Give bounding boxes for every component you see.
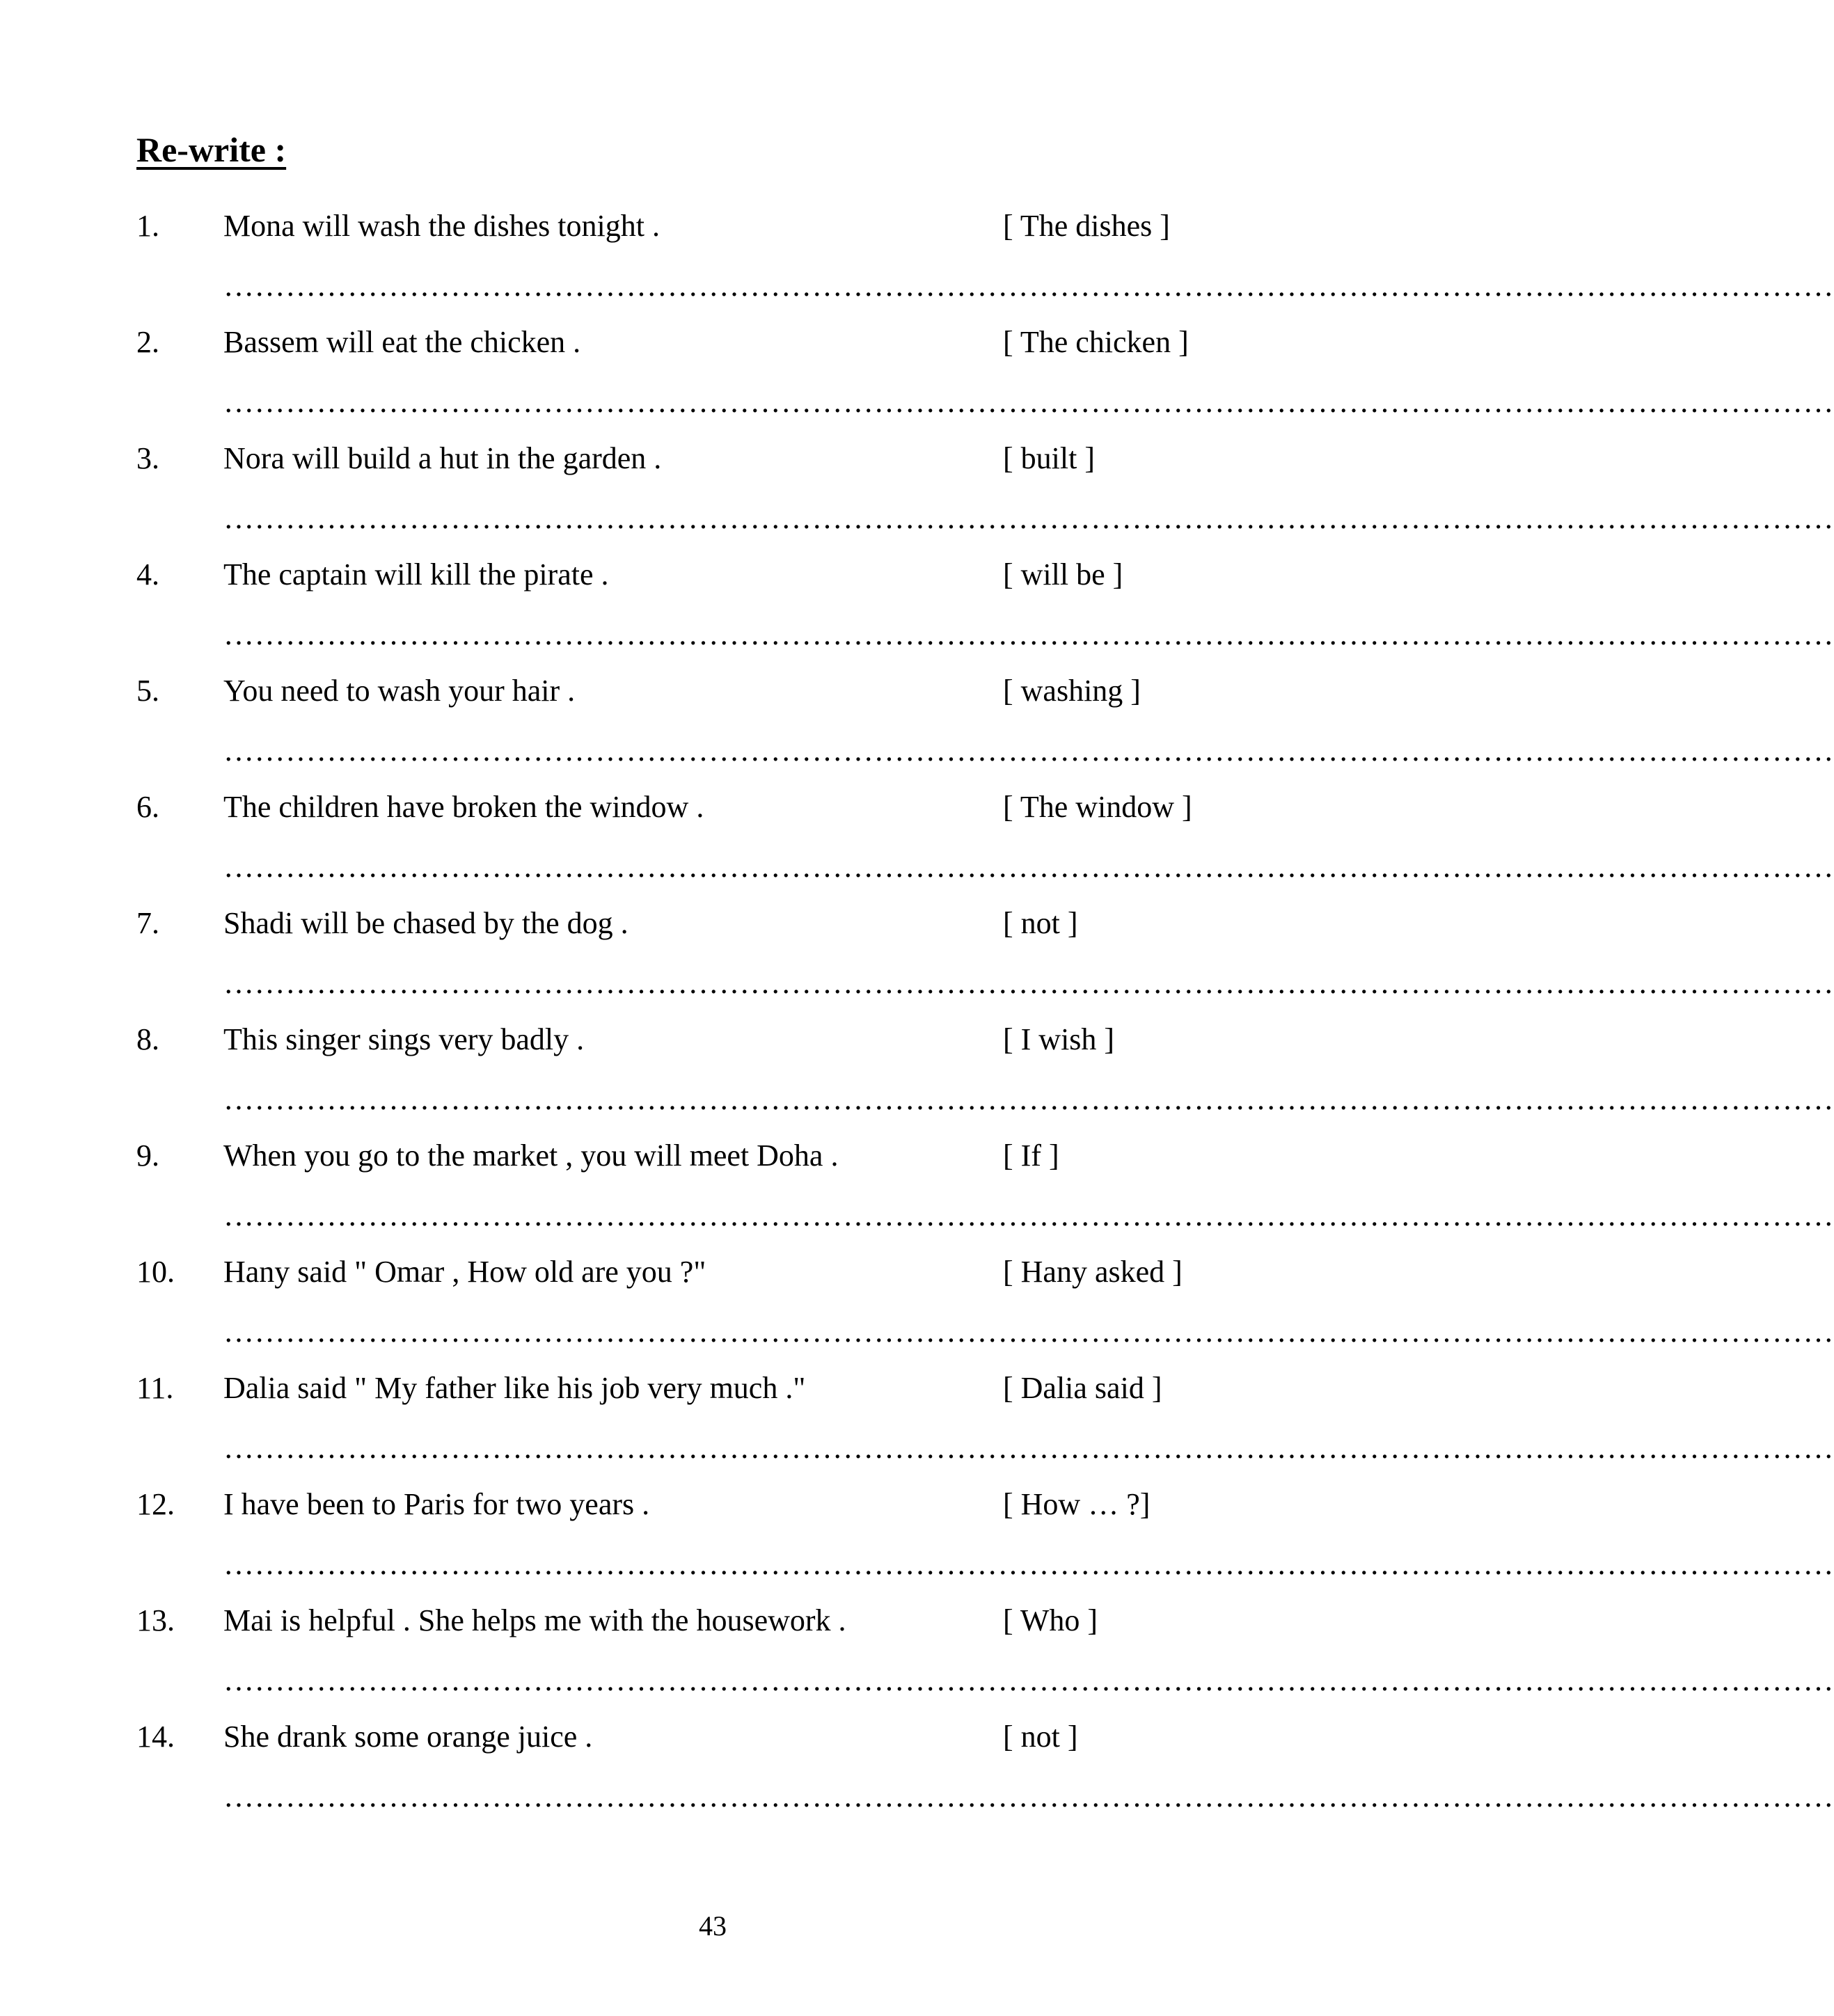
exercise-item <box>0 325 1834 443</box>
item-number: 13. <box>136 1603 175 1637</box>
exercise-item <box>0 906 1834 1024</box>
exercise-item <box>0 1487 1834 1605</box>
answer-line: ………………………………………………………………………………………………………………………………………… <box>223 501 1834 535</box>
page-number: 43 <box>699 1910 727 1942</box>
item-sentence: She drank some orange juice . <box>223 1720 593 1754</box>
item-sentence: Bassem will eat the chicken . <box>223 325 581 359</box>
item-number: 1. <box>136 209 159 243</box>
item-cue: [ not ] <box>1003 1720 1078 1754</box>
exercise-item <box>0 1371 1834 1489</box>
item-sentence: Hany said " Omar , How old are you ?" <box>223 1255 706 1289</box>
item-number: 10. <box>136 1255 175 1289</box>
exercise-item <box>0 1720 1834 1838</box>
answer-line: ………………………………………………………………………………………………………………………………………… <box>223 1547 1834 1581</box>
item-cue: [ will be ] <box>1003 557 1123 592</box>
item-number: 12. <box>136 1487 175 1521</box>
answer-line: ………………………………………………………………………………………………………………………………………… <box>223 1198 1834 1232</box>
answer-line: ………………………………………………………………………………………………………………………………………… <box>223 1315 1834 1349</box>
answer-line: ………………………………………………………………………………………………………………………………………… <box>223 617 1834 651</box>
item-sentence: Mai is helpful . She helps me with the housework . <box>223 1603 846 1637</box>
item-sentence: The captain will kill the pirate . <box>223 557 609 592</box>
item-sentence: You need to wash your hair . <box>223 674 576 708</box>
answer-line: ………………………………………………………………………………………………………………………………………… <box>223 1779 1834 1813</box>
item-cue: [ The chicken ] <box>1003 325 1189 359</box>
answer-line: ………………………………………………………………………………………………………………………………………… <box>223 385 1834 419</box>
item-sentence: Nora will build a hut in the garden . <box>223 441 662 475</box>
exercise-item <box>0 209 1834 327</box>
item-cue: [ Dalia said ] <box>1003 1371 1162 1405</box>
exercise-item <box>0 557 1834 676</box>
item-cue: [ Who ] <box>1003 1603 1098 1637</box>
item-cue: [ not ] <box>1003 906 1078 940</box>
item-number: 5. <box>136 674 159 708</box>
item-cue: [ If ] <box>1003 1138 1059 1173</box>
item-number: 4. <box>136 557 159 592</box>
answer-line: ………………………………………………………………………………………………………………………………………… <box>223 1431 1834 1465</box>
item-number: 8. <box>136 1022 159 1056</box>
item-sentence: The children have broken the window . <box>223 790 704 824</box>
item-cue: [ I wish ] <box>1003 1022 1115 1056</box>
item-sentence: This singer sings very badly . <box>223 1022 585 1056</box>
answer-line: ………………………………………………………………………………………………………………………………………… <box>223 269 1834 303</box>
item-sentence: Dalia said " My father like his job very much ." <box>223 1371 806 1405</box>
item-number: 11. <box>136 1371 174 1405</box>
item-cue: [ How … ?] <box>1003 1487 1151 1521</box>
item-number: 7. <box>136 906 159 940</box>
item-number: 6. <box>136 790 159 824</box>
exercise-item <box>0 441 1834 559</box>
item-cue: [ The dishes ] <box>1003 209 1170 243</box>
exercise-item <box>0 1255 1834 1373</box>
item-cue: [ The window ] <box>1003 790 1192 824</box>
item-cue: [ Hany asked ] <box>1003 1255 1183 1289</box>
answer-line: ………………………………………………………………………………………………………………………………………… <box>223 966 1834 1000</box>
item-sentence: Shadi will be chased by the dog . <box>223 906 629 940</box>
item-cue: [ washing ] <box>1003 674 1141 708</box>
exercise-item <box>0 1603 1834 1722</box>
exercise-item <box>0 1138 1834 1257</box>
item-number: 9. <box>136 1138 159 1173</box>
answer-line: ………………………………………………………………………………………………………………………………………… <box>223 850 1834 884</box>
item-number: 2. <box>136 325 159 359</box>
answer-line: ………………………………………………………………………………………………………………………………………… <box>223 1663 1834 1697</box>
exercise-heading: Re-write : <box>136 130 287 169</box>
item-sentence: Mona will wash the dishes tonight . <box>223 209 660 243</box>
item-cue: [ built ] <box>1003 441 1095 475</box>
exercise-item <box>0 790 1834 908</box>
item-sentence: When you go to the market , you will meet Doha . <box>223 1138 839 1173</box>
item-number: 14. <box>136 1720 175 1754</box>
exercise-item <box>0 674 1834 792</box>
answer-line: ………………………………………………………………………………………………………………………………………… <box>223 1082 1834 1116</box>
exercise-list <box>0 209 1834 1838</box>
exercise-item <box>0 1022 1834 1141</box>
item-number: 3. <box>136 441 159 475</box>
item-sentence: I have been to Paris for two years . <box>223 1487 650 1521</box>
answer-line: ………………………………………………………………………………………………………………………………………… <box>223 733 1834 768</box>
